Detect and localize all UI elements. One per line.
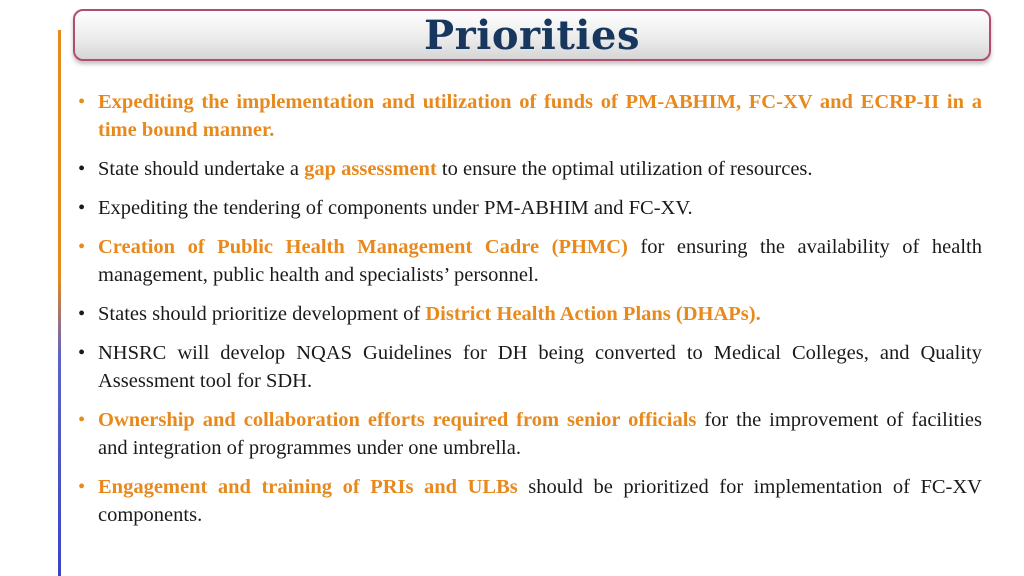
slide-title: Priorities — [424, 11, 640, 59]
bullet-text-pre: States should prioritize development of — [98, 303, 426, 325]
bullet-gap-assessment — [78, 155, 982, 183]
bullet-text: Expediting the tendering of components under PM-ABHIM and FC-XV. — [98, 197, 693, 219]
bullet-expediting-funds — [78, 88, 982, 144]
bullet-text-post: for ensuring the availability of health management, public health and specialists’ personnel. — [98, 236, 982, 286]
bullet-text-pre: State should undertake a — [98, 158, 305, 180]
bullet-highlight: District Health Action Plans (DHAPs). — [425, 303, 761, 325]
bullet-highlight: Ownership and collaboration efforts required from senior officials — [98, 409, 697, 431]
bullet-text: NHSRC will develop NQAS Guidelines for DH being converted to Medical Colleges, and Quality Assessment tool for SDH. — [98, 342, 982, 392]
bullet-phmc — [78, 233, 982, 289]
bullet-highlight: Engagement and training of PRIs and ULBs — [98, 476, 518, 498]
bullet-nqas-guidelines — [78, 339, 982, 395]
bullet-pri-ulb-training — [78, 473, 982, 529]
bullet-dhaps — [78, 300, 982, 328]
bullet-text-post: to ensure the optimal utilization of resources. — [436, 158, 813, 180]
bullet-tendering — [78, 194, 982, 222]
bullet-highlight: Creation of Public Health Management Cadre (PHMC) — [98, 236, 628, 258]
bullet-text-post: for the improvement of facilities and integration of programmes under one umbrella. — [98, 409, 982, 459]
bullet-highlight: Expediting the implementation and utilization of funds of PM-ABHIM, FC-XV and ECRP-II in a time bound manner. — [98, 91, 982, 141]
bullet-ownership — [78, 406, 982, 462]
bullet-highlight: gap assessment — [304, 158, 437, 180]
title-banner — [73, 9, 991, 61]
priorities-list — [78, 88, 982, 540]
bullet-text-post: should be prioritized for implementation of FC-XV components. — [98, 476, 982, 526]
left-accent-rule — [58, 30, 61, 576]
